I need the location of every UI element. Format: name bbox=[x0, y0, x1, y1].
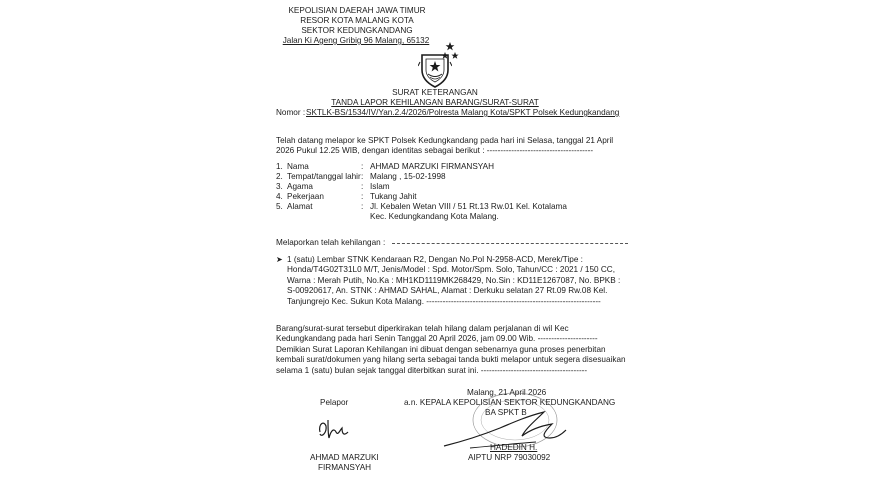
lost-item-line: Warna : Merah Putih, No.Ka : MH1KD1119MK268429, No.Sin : KD11E1267087, No. BPKB : bbox=[287, 275, 621, 285]
identity-colon: : bbox=[361, 162, 364, 171]
identity-num: 5. bbox=[276, 202, 283, 211]
identity-value: Islam bbox=[370, 182, 390, 191]
sign-place-date: Malang, 21 April 2026 bbox=[467, 388, 547, 397]
identity-colon: : bbox=[361, 172, 364, 181]
closing-line: selama 1 (satu) bulan sejak tanggal diterbitkan surat ini. --------------------------------------- bbox=[276, 365, 588, 375]
reporter-label: Pelapor bbox=[320, 398, 349, 407]
identity-colon: : bbox=[361, 202, 364, 211]
identity-num: 2. bbox=[276, 172, 283, 181]
identity-num: 4. bbox=[276, 192, 283, 201]
lost-item-line: S-00920617, An. STNK : AHMAD SAHAL, Alamat : Derkuku selatan 27 Rt.09 Rw.08 Kel. bbox=[287, 286, 608, 296]
divider-dash bbox=[392, 243, 628, 244]
closing-line: Kedungkandang pada hari Senin Tanggal 20 April 2026, jam 09.00 Wib. ---------------------- bbox=[276, 334, 598, 344]
header-line-1: KEPOLISIAN DAERAH JAWA TIMUR bbox=[288, 6, 426, 15]
intro-line-2: 2026 Pukul 12.25 WIB, dengan identitas sebagai berikut : --------------------------------------- bbox=[276, 146, 594, 155]
identity-num: 1. bbox=[276, 162, 283, 171]
officer-name: HADEDIN H. bbox=[490, 443, 538, 452]
closing-line: Barang/surat-surat tersebut diperkirakan telah hilang dalam perjalanan di wil Kec bbox=[276, 324, 569, 333]
identity-label: Agama bbox=[287, 182, 313, 191]
intro-line-1: Telah datang melapor ke SPKT Polsek Kedungkandang pada hari ini Selasa, tanggal 21 April bbox=[276, 136, 614, 145]
identity-label: Alamat bbox=[287, 202, 313, 211]
reporter-name-2: FIRMANSYAH bbox=[318, 463, 372, 472]
reporter-name-1: AHMAD MARZUKI bbox=[310, 453, 379, 462]
closing-line: kembali surat/dokumen yang hilang serta sebagai tanda bukti melapor untuk segera disesuaikan bbox=[276, 355, 626, 365]
bullet-arrow-icon: ➤ bbox=[276, 255, 283, 264]
identity-colon: : bbox=[361, 182, 364, 191]
identity-label: Tempat/tanggal lahir bbox=[287, 172, 361, 181]
identity-num: 3. bbox=[276, 182, 283, 191]
lost-item-line: Honda/T4G02T31L0 M/T, Jenis/Model : Spd. Motor/Spm. Solo, Tahun/CC : 2021 / 150 CC, bbox=[287, 265, 615, 275]
document-subtitle: TANDA LAPOR KEHILANGAN BARANG/SURAT-SURAT bbox=[331, 98, 539, 107]
lost-item-line: 1 (satu) Lembar STNK Kendaraan R2, Dengan No.Pol N-2958-ACD, Merek/Tipe : bbox=[287, 255, 583, 264]
identity-value: Tukang Jahit bbox=[370, 192, 417, 201]
header-address: Jalan Ki Ageng Gribig 96 Malang, 65132 bbox=[282, 36, 430, 45]
identity-value: AHMAD MARZUKI FIRMANSYAH bbox=[370, 162, 495, 171]
lost-item-description bbox=[287, 255, 630, 307]
identity-value-continued: Kec. Kedungkandang Kota Malang. bbox=[370, 212, 499, 221]
police-emblem-icon bbox=[418, 52, 452, 88]
document-number: SKTLK-BS/1534/IV/Yan.2.4/2026/Polresta Malang Kota/SPKT Polsek Kedungkandang bbox=[306, 108, 620, 117]
identity-label: Pekerjaan bbox=[287, 192, 324, 201]
sign-authority-unit: BA SPKT B bbox=[485, 408, 527, 417]
signature-reporter-icon bbox=[314, 416, 356, 442]
closing-paragraph bbox=[276, 324, 632, 376]
identity-value: Jl. Kebalen Wetan VIII / 51 Rt.13 Rw.01 Kel. Kotalama bbox=[370, 202, 567, 211]
number-label: Nomor : bbox=[276, 108, 306, 117]
identity-label: Nama bbox=[287, 162, 309, 171]
identity-colon: : bbox=[361, 192, 364, 201]
document-title: SURAT KETERANGAN bbox=[392, 88, 478, 97]
header-line-3: SEKTOR KEDUNGKANDANG bbox=[301, 26, 413, 35]
identity-value: Malang , 15-02-1998 bbox=[370, 172, 446, 181]
sign-authority-line: a.n. KEPALA KEPOLISIAN SEKTOR KEDUNGKANDANG bbox=[404, 398, 616, 407]
lost-intro: Melaporkan telah kehilangan : bbox=[276, 238, 386, 247]
lost-item-line: Tanjungrejo Kec. Sukun Kota Malang. ---------------------------------------------------------------- bbox=[287, 296, 601, 306]
officer-rank: AIPTU NRP 79030092 bbox=[468, 453, 551, 462]
closing-line: Demikian Surat Laporan Kehilangan ini dibuat dengan sebenarnya guna proses penerbitan bbox=[276, 344, 606, 354]
header-line-2: RESOR KOTA MALANG KOTA bbox=[300, 16, 414, 25]
